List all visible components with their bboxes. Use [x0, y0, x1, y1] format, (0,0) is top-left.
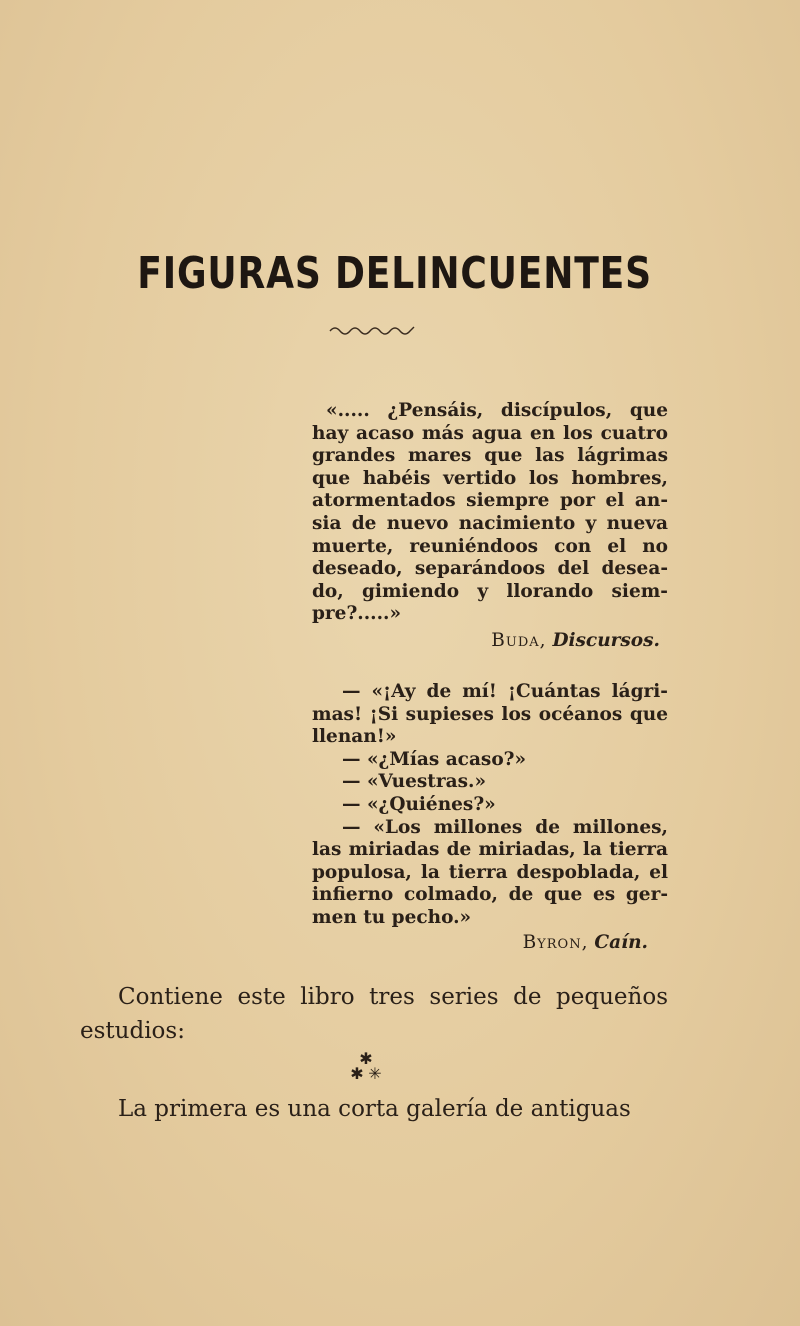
epigraph-buda	[312, 400, 668, 653]
dialog-line: — «¿Quiénes?»	[342, 793, 496, 815]
page-title: FIGURAS DELINCUENTES	[137, 248, 652, 299]
epigraph-attribution	[312, 630, 668, 653]
epigraph-byron	[312, 681, 668, 954]
attribution-author: Buda,	[491, 629, 547, 651]
svg-text:✱: ✱	[350, 1064, 364, 1083]
attribution-author: Byron,	[522, 931, 589, 953]
epigraph-attribution	[312, 932, 668, 955]
svg-text:✳: ✳	[368, 1064, 382, 1083]
paragraph-text: Contiene este libro tres series de pequeños estudios:	[80, 984, 668, 1044]
wavy-line-ornament-icon	[328, 322, 416, 336]
asterism-icon	[346, 1048, 386, 1084]
attribution-work: Discursos.	[552, 629, 660, 651]
epigraph-quote: «..... ¿Pensáis, discípulos, que hay acaso más agua en los cuatro grandes mares que las lágrimas que habéis vertido los hombres, atormentados siempre por el an-sia de nuevo nacimiento y nueva muerte, reuniéndoos con el no deseado, separándoos del desea-do, gimiendo y llorando siem-pre?.....»	[312, 400, 668, 625]
dialog-line: — «¡Ay de mí! ¡Cuántas lágri-mas! ¡Si supieses los océanos que llenan!»	[312, 681, 668, 748]
body-paragraph	[80, 1092, 668, 1126]
dialog-line: — «¿Mías acaso?»	[342, 748, 527, 770]
svg-text:✱: ✱	[359, 1049, 373, 1068]
attribution-work: Caín.	[594, 931, 648, 953]
dialog-line: — «Los millones de millones, las miriadas de miriadas, la tierra populosa, la tierra despoblada, el infierno colmado, de que es ger-men tu pecho.»	[312, 816, 668, 928]
paragraph-text: La primera es una corta galería de antiguas	[118, 1096, 631, 1122]
dialog-line: — «Vuestras.»	[342, 771, 487, 793]
body-paragraph	[80, 980, 668, 1048]
